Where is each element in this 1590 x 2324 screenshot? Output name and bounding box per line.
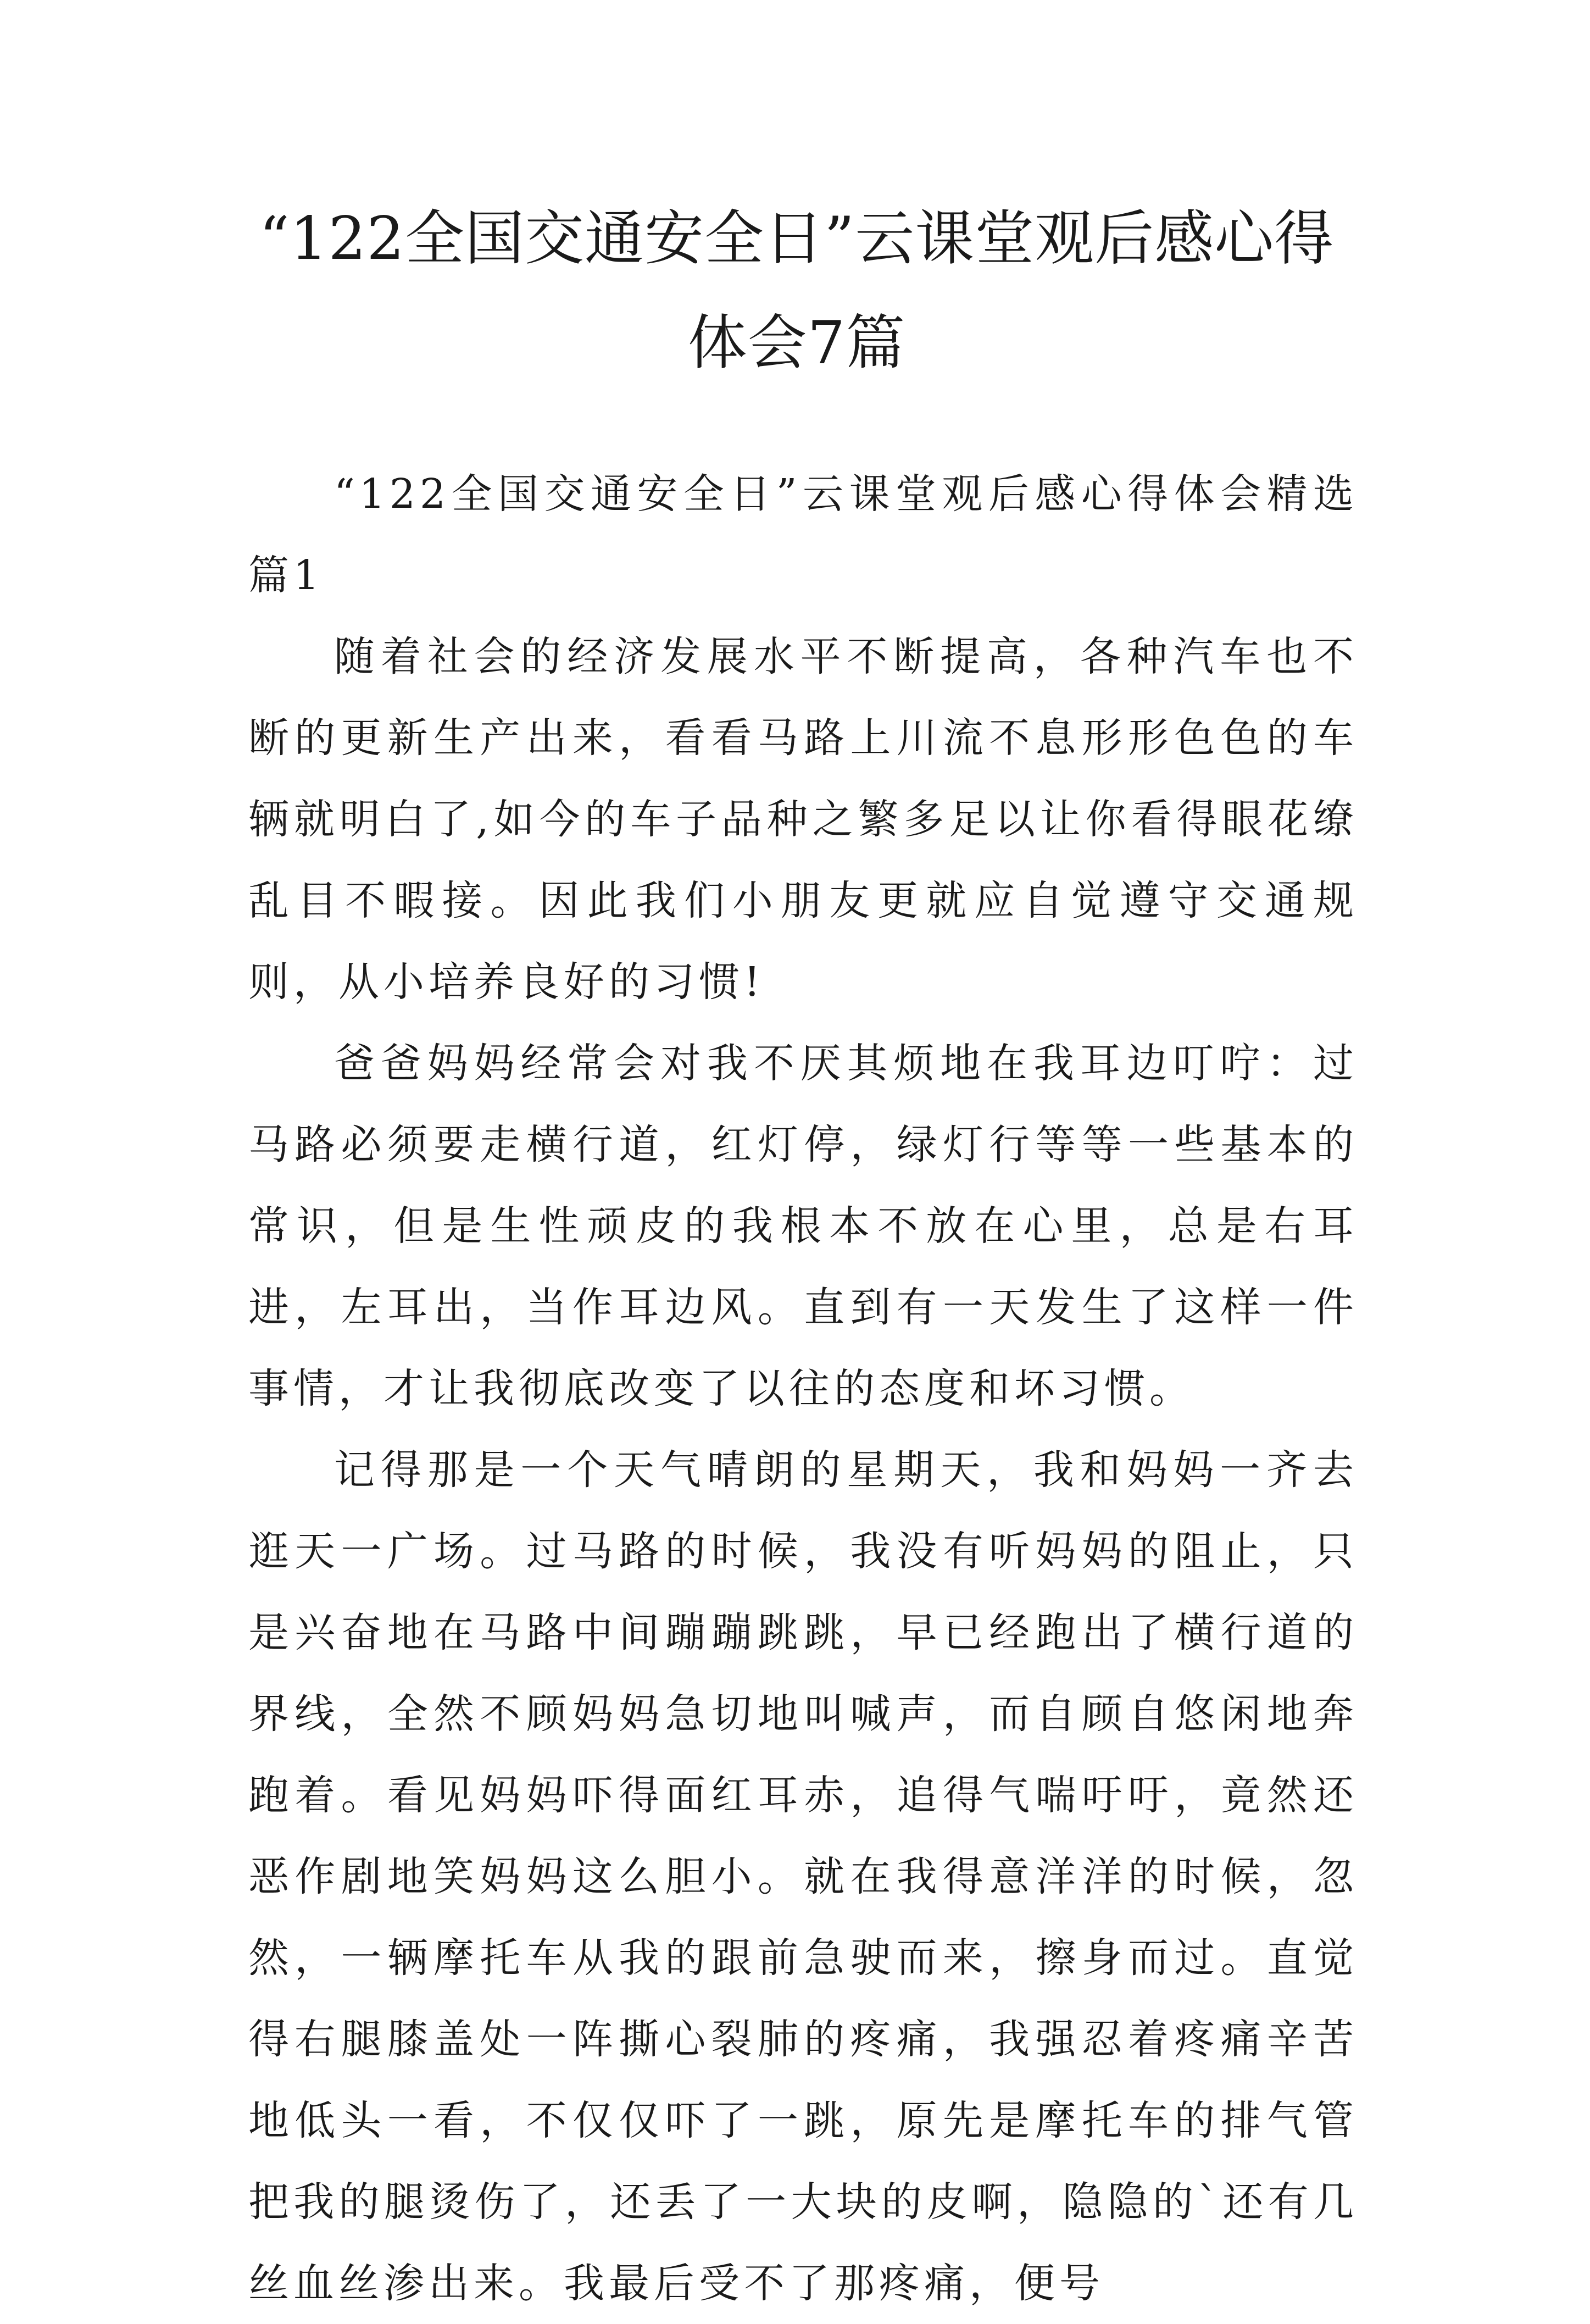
paragraph: 爸爸妈妈经常会对我不厌其烦地在我耳边叮咛：过马路必须要走横行道，红灯停，绿灯行等等一些基本的常识，但是生性顽皮的我根本不放在心里，总是右耳进，左耳出，当作耳边风。直到有一天发生了这样一件事情，才让我彻底改变了以往的态度和坏习惯。 (248, 1040, 1358, 1412)
title-line-1: “122全国交通安全日”云课堂观后感心得 (259, 204, 1335, 273)
title-line-2: 体会7篇 (687, 309, 906, 378)
paragraph: 随着社会的经济发展水平不断提高，各种汽车也不断的更新生产出来，看看马路上川流不息形形色色的车辆就明白了,如今的车子品种之繁多足以让你看得眼花缭乱目不暇接。因此我们小朋友更就应自觉遵守交通规则，从小培养良好的习惯! (248, 633, 1358, 1006)
paragraph: 记得那是一个天气晴朗的星期天，我和妈妈一齐去逛天一广场。过马路的时候，我没有听妈妈的阻止，只是兴奋地在马路中间蹦蹦跳跳，早已经跑出了横行道的界线，全然不顾妈妈急切地叫喊声，而自顾自悠闲地奔跑着。看见妈妈吓得面红耳赤，追得气喘吁吁，竟然还恶作剧地笑妈妈这么胆小。就在我得意洋洋的时候，忽然，一辆摩托车从我的跟前急驶而来，擦身而过。直觉得右腿膝盖处一阵撕心裂肺的疼痛，我强忍着疼痛辛苦地低头一看，不仅仅吓了一跳，原先是摩托车的排气管把我的腿烫伤了，还丢了一大块的皮啊，隐隐的`还有几丝血丝渗出来。我最后受不了那疼痛，便号 (248, 1446, 1358, 2307)
document-body (248, 453, 1358, 2324)
section-heading: “122全国交通安全日”云课堂观后感心得体会精选篇1 (248, 470, 1358, 599)
document-title (231, 187, 1363, 396)
